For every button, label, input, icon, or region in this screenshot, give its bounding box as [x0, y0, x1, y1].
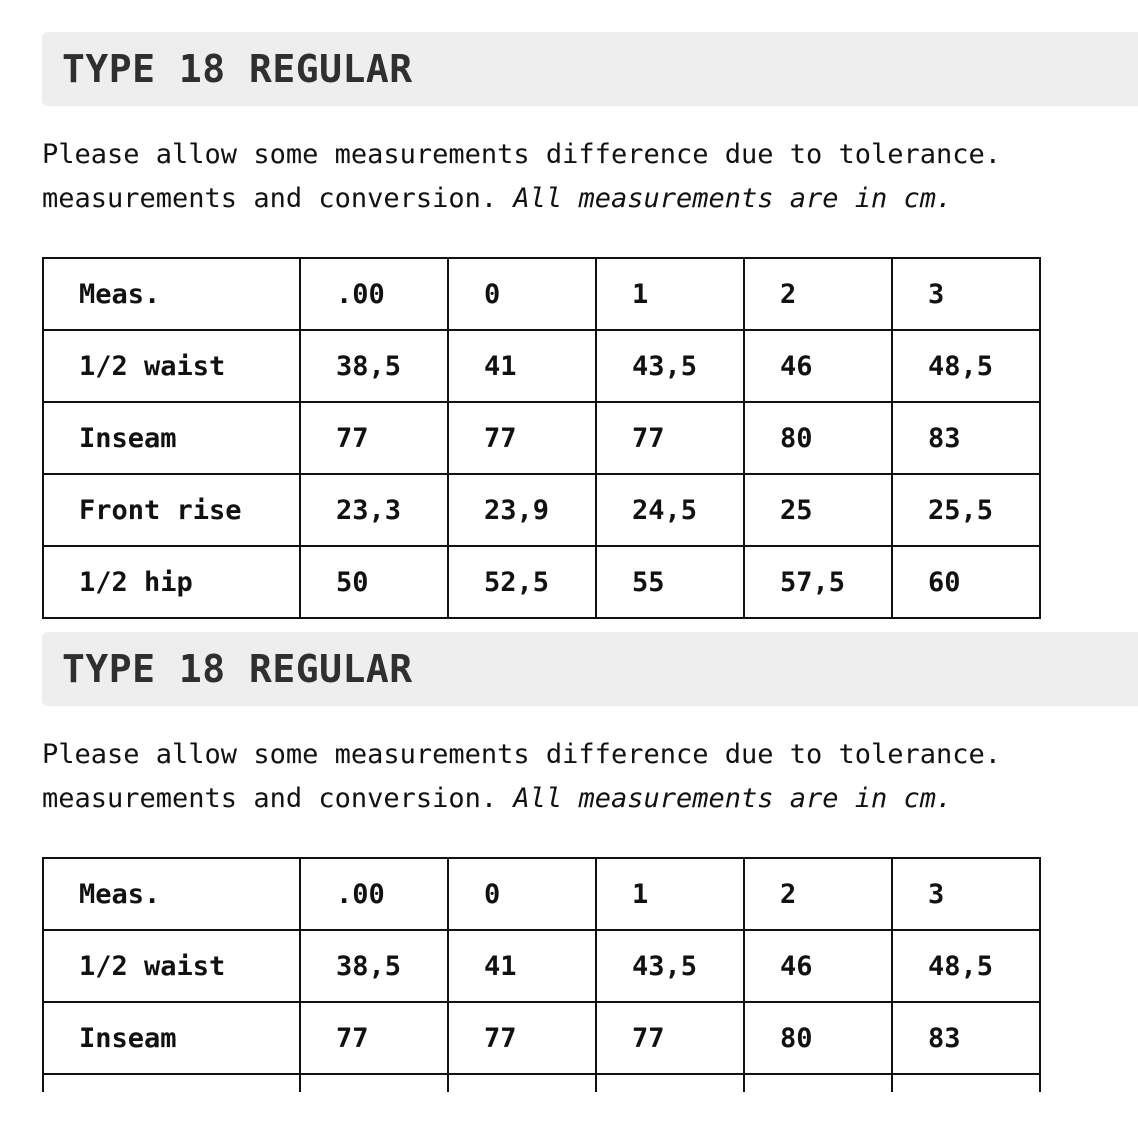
- table-cell-cutoff: [448, 1074, 596, 1092]
- row-label: Front rise: [43, 474, 300, 546]
- row-label: 1/2 waist: [43, 330, 300, 402]
- size-chart-section: [42, 632, 1138, 1092]
- table-cell: 83: [892, 402, 1040, 474]
- header-cell: 2: [744, 858, 892, 930]
- table-cell: 23,3: [300, 474, 448, 546]
- table-cell-cutoff: [300, 1074, 448, 1092]
- note-line-1: Please allow some measurements difference due to tolerance.: [42, 739, 1002, 770]
- table-cell: 48,5: [892, 930, 1040, 1002]
- table-cell: 41: [448, 330, 596, 402]
- table-cell: 48,5: [892, 330, 1040, 402]
- table-cell: 77: [300, 402, 448, 474]
- section-title: TYPE 18 REGULAR: [62, 647, 413, 691]
- header-cell: .00: [300, 258, 448, 330]
- table-cell: 46: [744, 930, 892, 1002]
- table-row: [43, 1074, 1040, 1092]
- header-cell: 0: [448, 858, 596, 930]
- table-cell: 25,5: [892, 474, 1040, 546]
- table-cell: 52,5: [448, 546, 596, 618]
- row-label: 1/2 waist: [43, 930, 300, 1002]
- table-cell: 83: [892, 1002, 1040, 1074]
- table-cell: 38,5: [300, 330, 448, 402]
- table-cell: 77: [596, 402, 744, 474]
- table-cell: 77: [596, 1002, 744, 1074]
- units-note: All measurements are in cm.: [513, 783, 953, 814]
- table-row: [43, 930, 1040, 1002]
- units-note: All measurements are in cm.: [513, 183, 953, 214]
- measurement-note: [42, 133, 1138, 221]
- table-cell-cutoff: [43, 1074, 300, 1092]
- table-row: [43, 330, 1040, 402]
- header-cell: Meas.: [43, 858, 300, 930]
- table-cell: 77: [448, 402, 596, 474]
- section-header: [42, 32, 1138, 106]
- table-cell: 43,5: [596, 330, 744, 402]
- table-cell-cutoff: [596, 1074, 744, 1092]
- table-cell: 50: [300, 546, 448, 618]
- table-row: [43, 474, 1040, 546]
- table-row: [43, 1002, 1040, 1074]
- table-cell: 60: [892, 546, 1040, 618]
- note-line-2: [42, 177, 1138, 221]
- header-cell: .00: [300, 858, 448, 930]
- note-line-2-text: measurements and conversion.: [42, 783, 498, 814]
- header-cell: 1: [596, 258, 744, 330]
- table-cell: 46: [744, 330, 892, 402]
- table-cell: 24,5: [596, 474, 744, 546]
- table-cell: 77: [448, 1002, 596, 1074]
- table-cell: 43,5: [596, 930, 744, 1002]
- note-line-1: Please allow some measurements difference due to tolerance.: [42, 139, 1002, 170]
- table-header-row: [43, 858, 1040, 930]
- size-table: [42, 257, 1041, 619]
- note-line-2: [42, 777, 1138, 821]
- measurement-note: [42, 733, 1138, 821]
- table-cell: 80: [744, 402, 892, 474]
- header-cell: Meas.: [43, 258, 300, 330]
- table-cell: 57,5: [744, 546, 892, 618]
- table-row: [43, 402, 1040, 474]
- table-cell: 38,5: [300, 930, 448, 1002]
- table-cell: 25: [744, 474, 892, 546]
- section-title: TYPE 18 REGULAR: [62, 47, 413, 91]
- table-cell: 23,9: [448, 474, 596, 546]
- table-cell: 77: [300, 1002, 448, 1074]
- header-cell: 2: [744, 258, 892, 330]
- table-row: [43, 546, 1040, 618]
- header-cell: 0: [448, 258, 596, 330]
- header-cell: 3: [892, 858, 1040, 930]
- table-cell: 80: [744, 1002, 892, 1074]
- header-cell: 3: [892, 258, 1040, 330]
- table-header-row: [43, 258, 1040, 330]
- size-chart-section: [42, 32, 1138, 619]
- table-cell-cutoff: [744, 1074, 892, 1092]
- row-label: Inseam: [43, 402, 300, 474]
- row-label: Inseam: [43, 1002, 300, 1074]
- size-table: [42, 857, 1041, 1092]
- table-cell-cutoff: [892, 1074, 1040, 1092]
- table-cell: 55: [596, 546, 744, 618]
- header-cell: 1: [596, 858, 744, 930]
- row-label: 1/2 hip: [43, 546, 300, 618]
- note-line-2-text: measurements and conversion.: [42, 183, 498, 214]
- section-header: [42, 632, 1138, 706]
- table-cell: 41: [448, 930, 596, 1002]
